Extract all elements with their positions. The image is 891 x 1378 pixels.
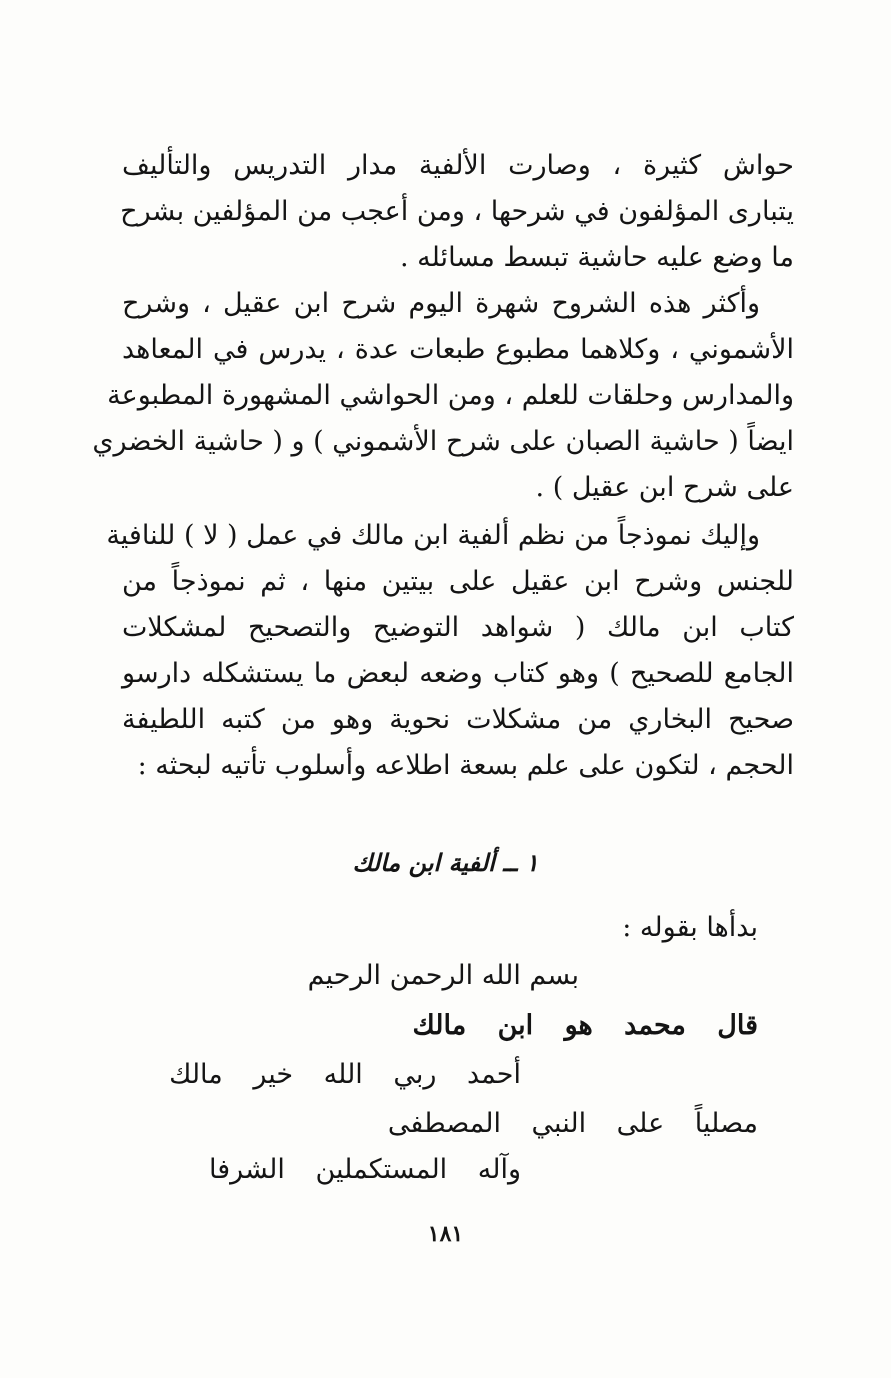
text-line: للجنس وشرح ابن عقيل على بيتين منها ، ثم نموذجاً من xyxy=(122,566,794,597)
text-line: الحجم ، لتكون على علم بسعة اطلاعه وأسلوب تأتيه لبحثه : xyxy=(137,750,794,781)
verse-line: وآله المستكملين الشرفا xyxy=(209,1154,521,1185)
verse-line: أحمد ربي الله خير مالك xyxy=(169,1059,521,1090)
text-line: على شرح ابن عقيل ) . xyxy=(535,472,794,503)
section-heading: ١ ــ ألفية ابن مالك xyxy=(352,848,539,877)
text-line: والمدارس وحلقات للعلم ، ومن الحواشي المشهورة المطبوعة xyxy=(107,380,794,411)
verse-line: قال محمد هو ابن مالك xyxy=(412,1010,758,1041)
paragraph-3 xyxy=(106,513,794,789)
verse-line: مصلياً على النبي المصطفى xyxy=(387,1108,758,1139)
paragraph-2 xyxy=(92,281,794,511)
basmala: بسم الله الرحمن الرحيم xyxy=(307,960,579,991)
text-line: حواش كثيرة ، وصارت الألفية مدار التدريس والتأليف xyxy=(122,150,794,181)
text-line: وإليك نموذجاً من نظم ألفية ابن مالك في عمل ( لا ) للنافية xyxy=(106,520,760,551)
paragraph-1 xyxy=(122,143,794,281)
text-line: وأكثر هذه الشروح شهرة اليوم شرح ابن عقيل ، وشرح xyxy=(122,288,760,319)
intro-text: بدأها بقوله : xyxy=(622,912,758,943)
text-line: الجامع للصحيح ) وهو كتاب وضعه لبعض ما يستشكله دارسو xyxy=(122,658,794,689)
text-line: يتبارى المؤلفون في شرحها ، ومن أعجب من المؤلفين بشرح xyxy=(120,196,794,227)
text-line: صحيح البخاري من مشكلات نحوية وهو من كتبه اللطيفة xyxy=(122,704,794,735)
text-line: ما وضع عليه حاشية تبسط مسائله . xyxy=(399,242,794,273)
text-line: الأشموني ، وكلاهما مطبوع طبعات عدة ، يدرس في المعاهد xyxy=(122,334,794,365)
text-line: ايضاً ( حاشية الصبان على شرح الأشموني ) و ( حاشية الخضري xyxy=(92,426,794,457)
page-number: ١٨١ xyxy=(427,1221,464,1247)
text-line: كتاب ابن مالك ( شواهد التوضيح والتصحيح لمشكلات xyxy=(122,612,794,643)
